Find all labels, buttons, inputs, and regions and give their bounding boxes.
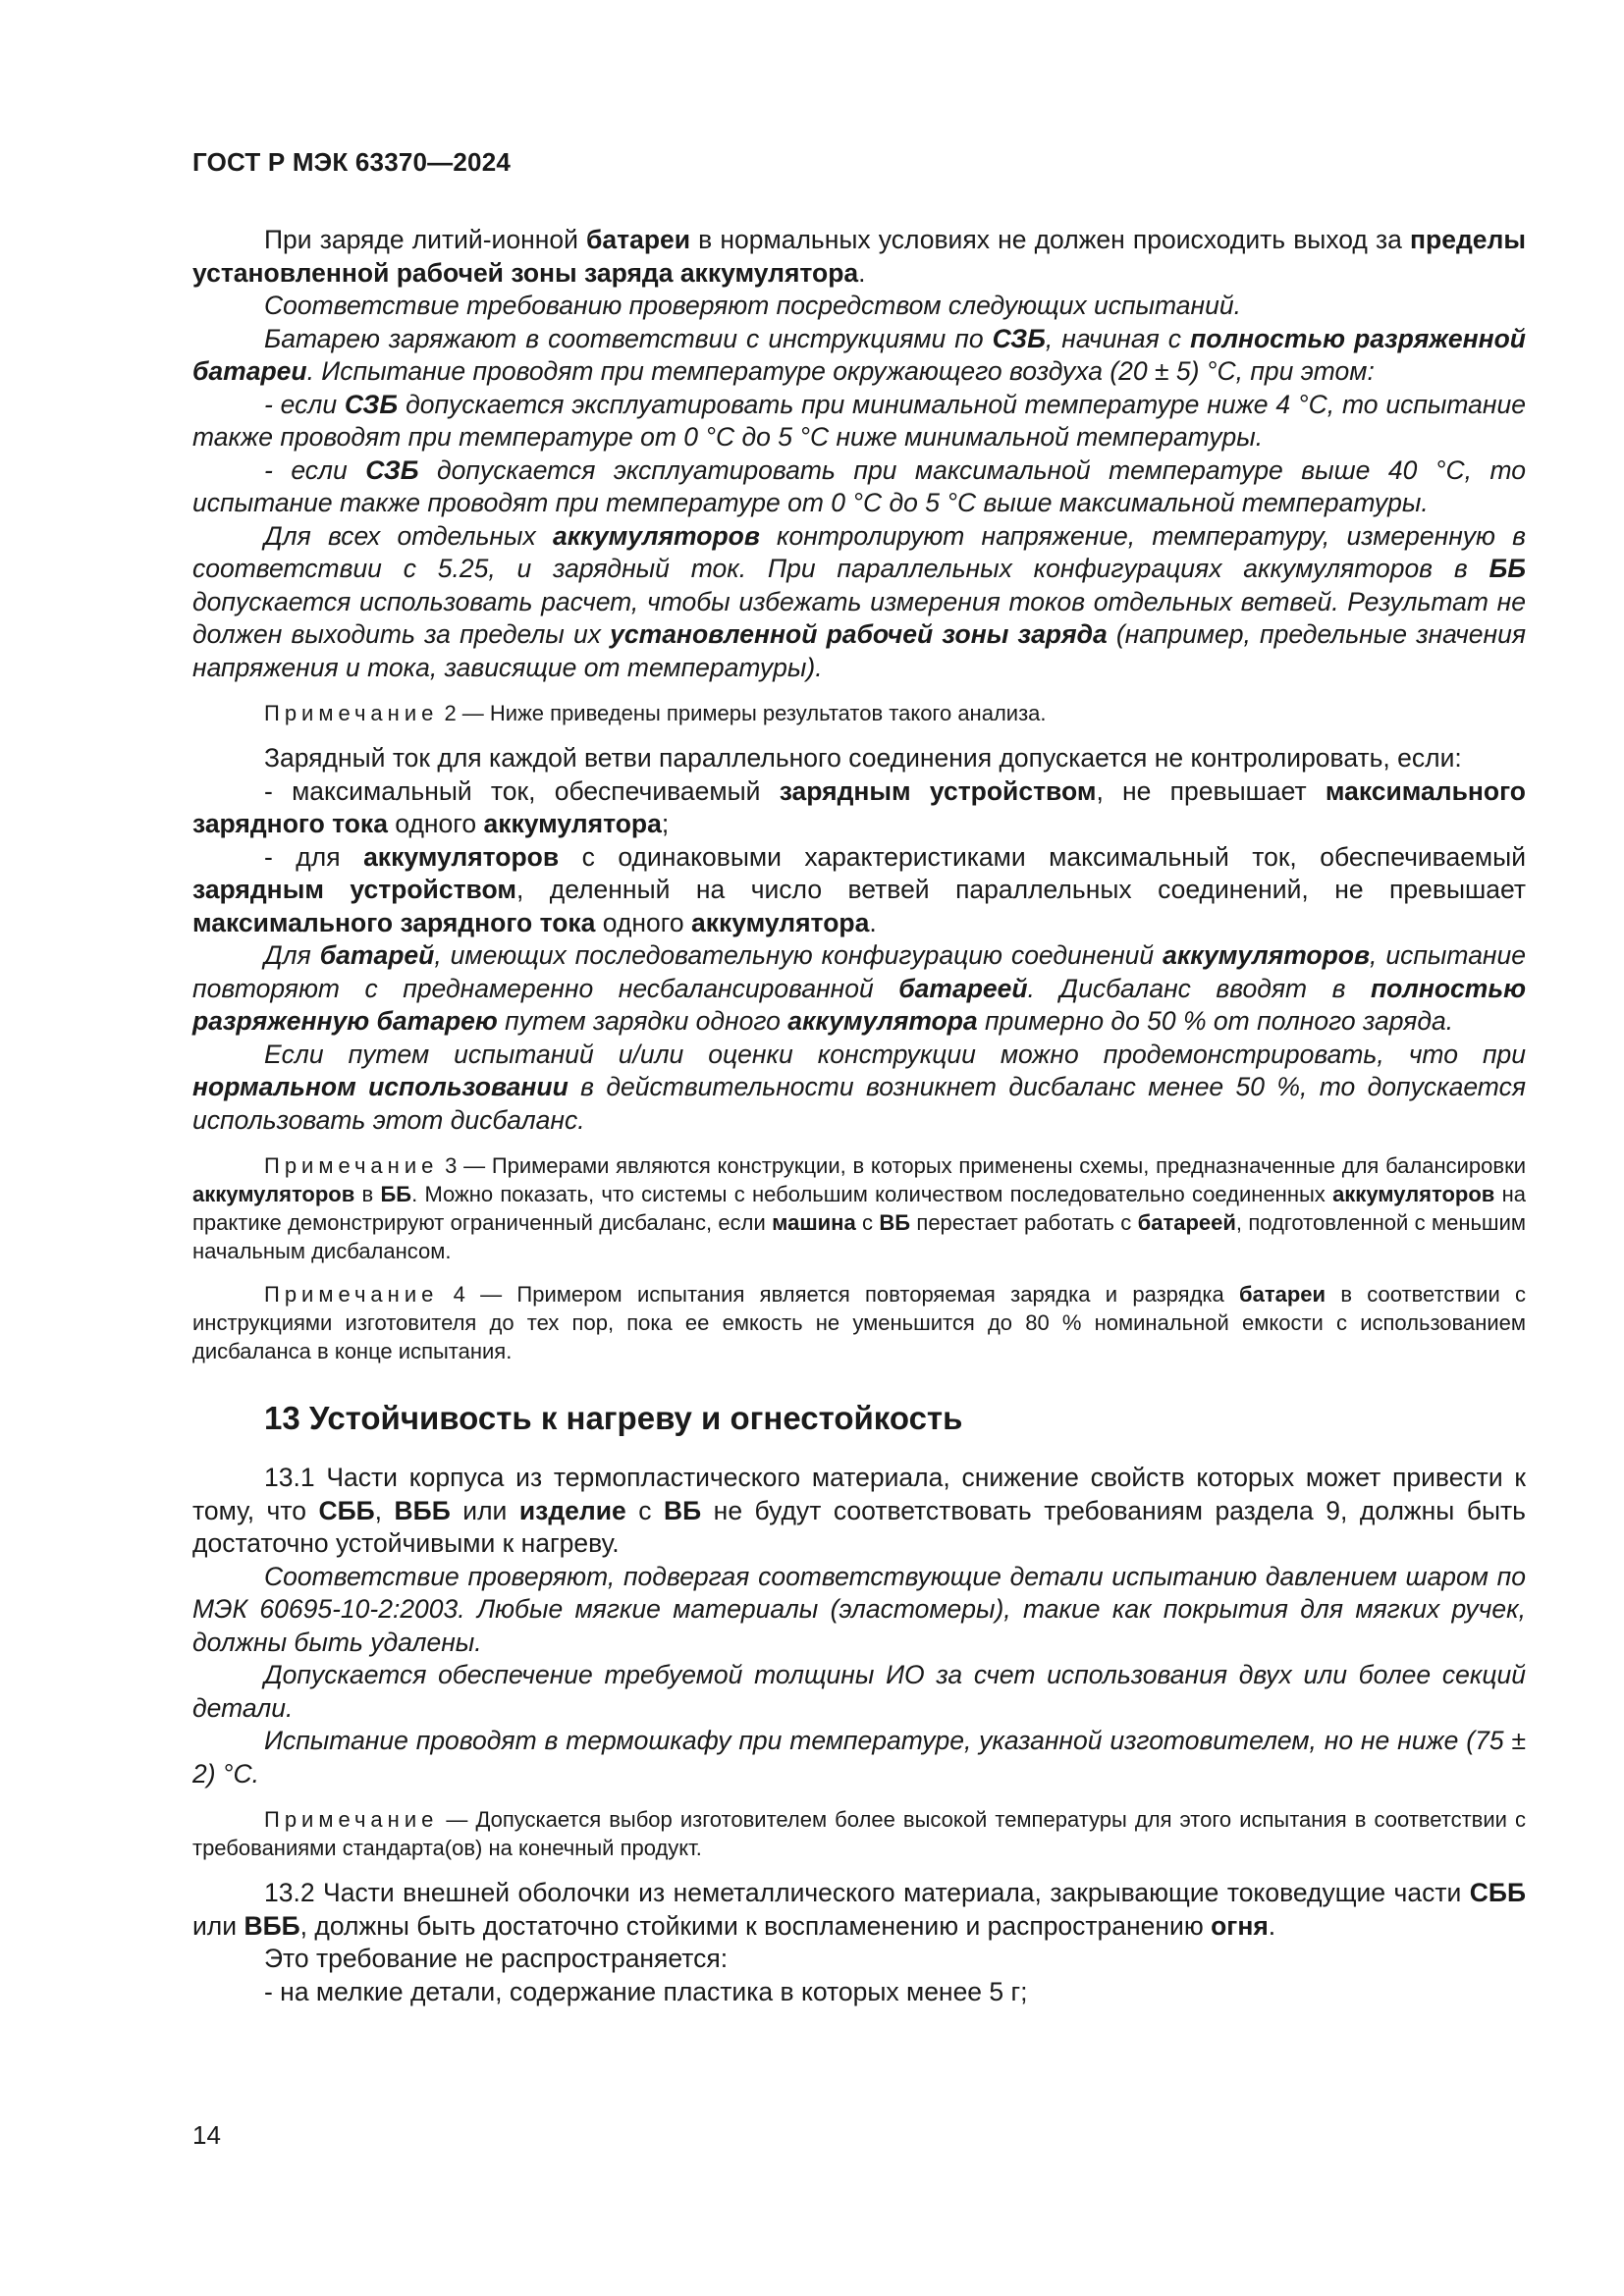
bold-term: СЗБ: [344, 389, 399, 419]
bold-term: аккумулятора: [690, 907, 870, 937]
bold-term: аккумулятора: [483, 809, 662, 838]
bold-term: батарей: [319, 940, 435, 970]
text-run: одного: [387, 809, 484, 838]
text-run: Для: [264, 940, 320, 970]
bold-term: батареей: [1137, 1210, 1236, 1235]
text-run: Для всех отдельных: [264, 520, 553, 551]
note-2: [192, 699, 1526, 727]
bold-term: батареей: [898, 973, 1028, 1003]
paragraph: [192, 1943, 1526, 1976]
text-run: контролируют напряжение, температуру, измеренную в соответствии с 5.25, и зарядный ток. При параллельных конфигурациях аккумуляторов в: [192, 520, 1527, 583]
text-run: в: [354, 1182, 381, 1206]
text-run: 3 — Примерами являются конструкции, в которых применены схемы, предназначенные для балансировки: [438, 1153, 1526, 1178]
note-label: Примечание: [264, 1282, 439, 1307]
text-run: с: [855, 1210, 880, 1235]
paragraph: [192, 1659, 1526, 1725]
bold-term: аккумуляторов: [1163, 940, 1370, 970]
text-run: 13.1 Части корпуса из термопластического материала, снижение свойств которых может привести к тому, что: [192, 1463, 1526, 1525]
text-run: , испытание повторяют с преднамеренно несбалансированной: [192, 940, 1526, 1003]
text-run: в нормальных условиях не должен происходить выход за: [690, 225, 1411, 254]
text-run: Зарядный ток для каждой ветви параллельного соединения допускается не контролировать, если:: [264, 743, 1462, 773]
bold-term: батареи: [1239, 1282, 1326, 1307]
page-content: [192, 224, 1526, 2008]
bold-term: максимального зарядного тока: [192, 907, 596, 937]
text-run: или: [450, 1495, 519, 1525]
text-run: - если: [264, 454, 366, 485]
text-run: - для: [264, 841, 364, 872]
bold-term: машина: [772, 1210, 856, 1235]
bold-term: аккумуляторов: [363, 841, 560, 872]
list-item: [192, 775, 1526, 841]
list-item: [192, 841, 1526, 940]
text-run: в соответствии с инструкциями изготовителя до тех пор, пока ее емкость не уменьшится до 80 % номинальной емкости с использованием дисбаланса в конце испытания.: [192, 1282, 1527, 1363]
bold-term: изделие: [518, 1495, 626, 1525]
text-run: - максимальный ток, обеспечиваемый: [264, 775, 780, 806]
text-run: перестает работать с: [910, 1210, 1138, 1235]
text-run: в действительности возникнет дисбаланс менее 50 %, то допускается использовать этот дисбаланс.: [192, 1072, 1526, 1135]
text-run: .: [1268, 1910, 1276, 1941]
text-run: Батарею заряжают в соответствии с инструкциями по: [264, 323, 993, 353]
text-run: Соответствие проверяют, подвергая соответствующие детали испытанию давлением шаром по МЭК 60695-10-2:2003. Любые мягкие материалы (эластомеры), такие как покрытия для мягких ручек, должны быть удалены.: [192, 1561, 1526, 1657]
clause-13-2: [192, 1877, 1526, 1943]
text-run: .: [858, 257, 866, 288]
text-run: . Дисбаланс вводят в: [1027, 973, 1371, 1003]
text-run: , деленный на число ветвей параллельных соединений, не превышает: [515, 875, 1526, 904]
text-run: допускается использовать расчет, чтобы избежать измерения токов отдельных ветвей. Результат не должен выходить за пределы их: [192, 586, 1526, 649]
paragraph: [192, 1039, 1526, 1138]
text-run: , имеющих последовательную конфигурацию соединений: [434, 940, 1164, 970]
bold-term: ВБ: [664, 1495, 702, 1525]
bold-term: зарядным устройством: [192, 875, 516, 904]
paragraph: [192, 939, 1526, 1039]
paragraph: [192, 1561, 1526, 1660]
bold-term: нормальном использовании: [192, 1072, 568, 1101]
text-run: на практике демонстрируют ограниченный дисбаланс, если: [192, 1182, 1526, 1235]
bold-term: максимального зарядного тока: [192, 775, 1526, 838]
note-3: [192, 1151, 1526, 1265]
text-run: ;: [661, 809, 670, 838]
text-run: с одинаковыми характеристиками максимальный ток, обеспечиваемый: [559, 841, 1526, 872]
text-run: Это требование не распространяется:: [264, 1944, 729, 1973]
note-text: [438, 701, 1046, 725]
bold-term: пределы установленной рабочей зоны заряда аккумулятора: [192, 225, 1526, 288]
bold-term: огня: [1211, 1910, 1269, 1941]
bold-term: зарядным устройством: [779, 775, 1097, 806]
list-item: [192, 1976, 1526, 2009]
text-run: 4 — Примером испытания является повторяемая зарядка и разрядка: [438, 1282, 1240, 1307]
note-4: [192, 1280, 1526, 1365]
bold-term: батареи: [586, 225, 691, 254]
note-label: Примечание: [264, 1153, 439, 1178]
text-run: Если путем испытаний и/или оценки конструкции можно продемонстрировать, что при: [264, 1039, 1526, 1069]
bold-term: СЗБ: [992, 323, 1046, 353]
paragraph: [192, 520, 1526, 685]
bold-term: ВББ: [244, 1910, 300, 1941]
text-run: . Можно показать, что системы с небольшим количеством последовательно соединенных: [411, 1182, 1333, 1206]
section-heading: 13 Устойчивость к нагреву и огнестойкость: [264, 1400, 963, 1436]
bold-term: ВББ: [394, 1495, 451, 1525]
list-item: [192, 454, 1526, 520]
text-run: , не превышает: [1096, 775, 1326, 806]
bold-term: ББ: [380, 1182, 412, 1206]
paragraph: [192, 290, 1526, 323]
text-run: , начиная с: [1045, 323, 1191, 353]
bold-term: аккумуляторов: [192, 1182, 355, 1206]
text-run: примерно до 50 % от полного заряда.: [977, 1006, 1454, 1036]
note-label: Примечание: [264, 1807, 439, 1832]
text-run: , подготовленной с меньшим начальным дисбалансом.: [192, 1210, 1526, 1263]
text-run: не будут соответствовать требованиям раздела 9, должны быть достаточно устойчивыми к нагреву.: [192, 1495, 1526, 1558]
page-number: 14: [192, 2120, 221, 2150]
note-5: [192, 1805, 1526, 1862]
bold-term: полностью разряженную батарею: [192, 973, 1526, 1036]
bold-term: установленной рабочей зоны заряда: [610, 619, 1108, 649]
paragraph: [192, 224, 1526, 290]
text-run: , должны быть достаточно стойкими к воспламенению и распространению: [299, 1910, 1212, 1941]
text-run: Соответствие требованию проверяют посредством следующих испытаний.: [264, 291, 1241, 320]
text-run: (например, предельные значения напряжения и тока, зависящие от температуры).: [192, 619, 1526, 682]
paragraph: [192, 1725, 1526, 1790]
text-run: с: [625, 1495, 664, 1525]
bold-term: аккумулятора: [787, 1006, 978, 1036]
bold-term: СББ: [318, 1495, 375, 1525]
clause-13-1: [192, 1462, 1526, 1561]
bold-term: СББ: [1469, 1878, 1526, 1907]
text-run: допускается эксплуатировать при максимальной температуре выше 40 °С, то испытание также проводят при температуре от 0 °С до 5 °С выше максимальной температуры.: [192, 454, 1526, 517]
text-run: - если: [264, 389, 345, 419]
text-run: 2 — Ниже приведены примеры результатов такого анализа.: [438, 701, 1047, 725]
text-run: - на мелкие детали, содержание пластика в которых менее 5 г;: [264, 1976, 1028, 2006]
text-run: 13.2 Части внешней оболочки из неметаллического материала, закрывающие токоведущие части: [264, 1878, 1470, 1907]
paragraph: [192, 323, 1526, 389]
bold-term: аккумуляторов: [1332, 1182, 1495, 1206]
text-run: .: [869, 907, 877, 937]
text-run: допускается эксплуатировать при минимальной температуре ниже 4 °С, то испытание также проводят при температуре от 0 °С до 5 °С ниже минимальной температуры.: [192, 389, 1526, 452]
bold-term: полностью разряженной батареи: [192, 323, 1526, 386]
text-run: ,: [374, 1495, 395, 1525]
text-run: Испытание проводят в термошкафу при температуре, указанной изготовителем, но не ниже (75 ± 2) °С.: [192, 1726, 1526, 1789]
list-item: [192, 389, 1526, 454]
bold-term: аккумуляторов: [552, 520, 760, 551]
document-code-header: ГОСТ Р МЭК 63370—2024: [192, 147, 512, 177]
bold-term: ВБ: [879, 1210, 911, 1235]
note-label: Примечание: [264, 701, 439, 725]
bold-term: СЗБ: [365, 454, 419, 485]
text-run: или: [192, 1910, 244, 1941]
text-run: Допускается обеспечение требуемой толщины ИО за счет использования двух или более секций детали.: [192, 1660, 1526, 1723]
bold-term: ББ: [1489, 554, 1526, 583]
text-run: одного: [595, 907, 691, 937]
text-run: путем зарядки одного: [497, 1006, 788, 1036]
text-run: При заряде литий-ионной: [264, 225, 587, 254]
paragraph: [192, 742, 1526, 775]
text-run: . Испытание проводят при температуре окружающего воздуха (20 ± 5) °С, при этом:: [306, 356, 1375, 386]
text-run: — Допускается выбор изготовителем более высокой температуры для этого испытания в соответствии с требованиями стандарта(ов) на конечный продукт.: [192, 1807, 1526, 1860]
